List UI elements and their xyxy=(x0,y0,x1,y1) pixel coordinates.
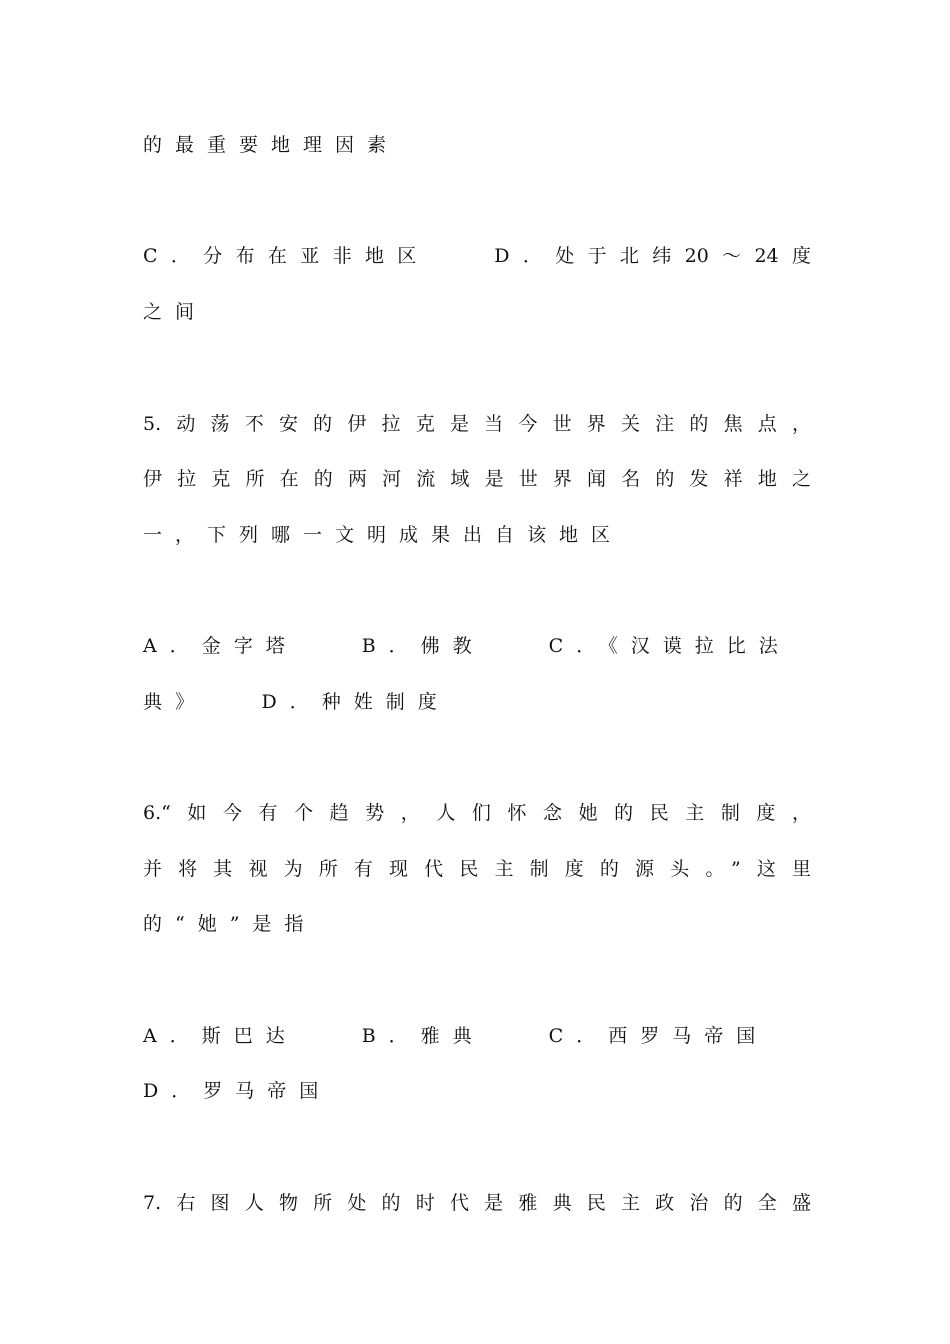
text-line-q5-stem-1: 5.动荡不安的伊拉克是当今世界关注的焦点， xyxy=(143,413,811,435)
text-line-q4-options-cd: C．分布在亚非地区 D．处于北纬20～24度 xyxy=(143,245,811,267)
text-line-q6-stem-2: 并将其视为所有现代民主制度的源头。”这里 xyxy=(143,858,811,880)
text-line-q5-options: A．金字塔 B．佛教 C．《汉谟拉比法 xyxy=(143,635,791,657)
text-line-q6-stem-1: 6.“如今有个趋势，人们怀念她的民主制度， xyxy=(143,802,811,824)
text-line-q7-stem-1: 7.右图人物所处的时代是雅典民主政治的全盛 xyxy=(143,1192,811,1214)
text-line-q5-options-end: 典》 D．种姓制度 xyxy=(143,691,450,713)
text-line-q6-options: A．斯巴达 B．雅典 C．西罗马帝国 xyxy=(143,1025,769,1047)
text-line-q4-end: 的最重要地理因素 xyxy=(143,134,400,156)
text-line-q5-stem-3: 一，下列哪一文明成果出自该地区 xyxy=(143,524,624,546)
text-line-q4-option-d-end: 之间 xyxy=(143,301,208,323)
text-line-q6-stem-3: 的“她”是指 xyxy=(143,913,317,935)
text-line-q5-stem-2: 伊拉克所在的两河流域是世界闻名的发祥地之 xyxy=(143,468,811,490)
text-line-q6-option-d: D．罗马帝国 xyxy=(143,1080,332,1102)
